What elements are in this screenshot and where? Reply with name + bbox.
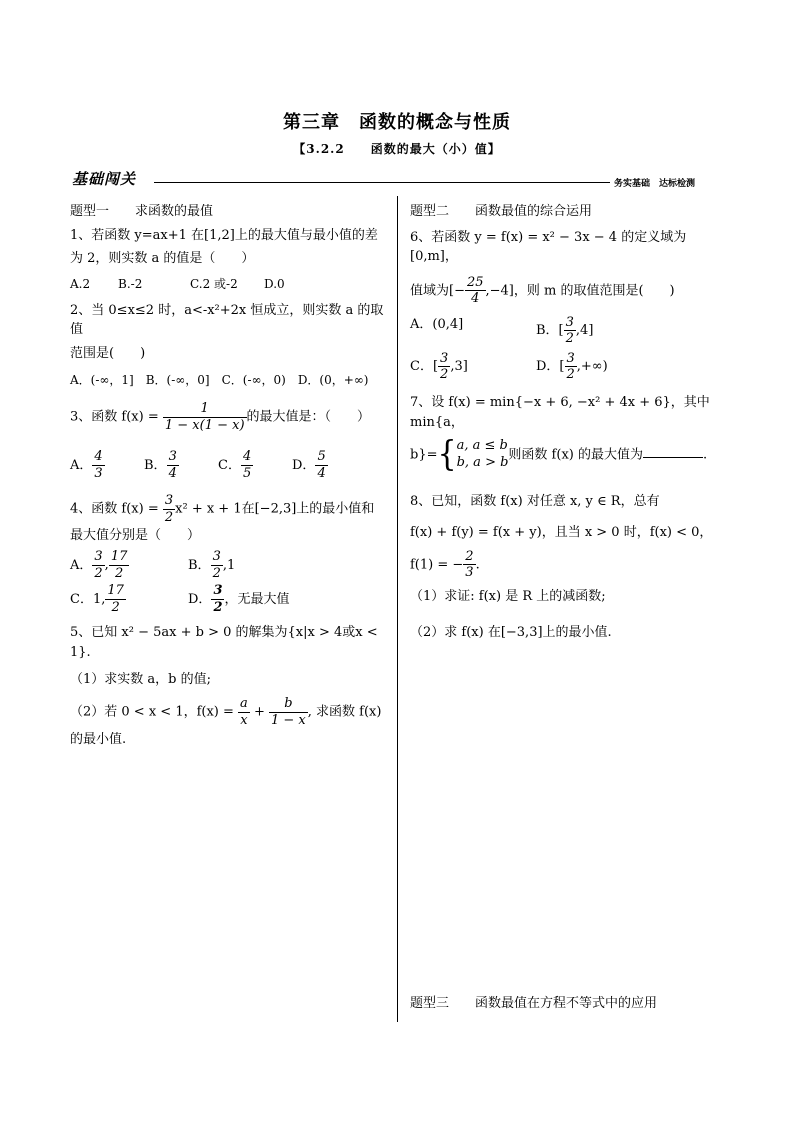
q5-part2-2: 的最小值. (70, 732, 127, 748)
q1-option-b: B.-2 (118, 276, 143, 291)
q8-part1: （1）求证: f(x) 是 R 上的减函数; (410, 589, 606, 605)
q5-part2: （2）若 0 < x < 1，f(x) = $\frac{a}{x}$ + $\frac{b}{1 - x}$ , 求函数 f(x) (70, 695, 382, 728)
q8-part2: （2）求 f(x) 在[−3,3]上的最小值. (410, 624, 612, 640)
q3-fraction: $\frac{1}{1 - x(1 - x)}$ (164, 401, 245, 433)
q2-options: A．(-∞，1] B．(-∞，0] C．(-∞，0) D．(0，+∞) (70, 373, 369, 387)
banner-label: 基础闯关 (72, 170, 137, 188)
q8-text-3: f(1) = − $\frac{2}{3}$ . (410, 548, 480, 581)
section-heading-3: 题型三 函数最值在方程不等式中的应用 (410, 996, 658, 1011)
q8-text: 8、已知，函数 f(x) 对任意 x, y ∈ R，总有 (410, 493, 660, 509)
q6-option-b: B．[ $\frac{3}{2}$ ,4] (536, 314, 594, 347)
q3-option-c: C． $\frac{4}{5}$ (218, 449, 252, 481)
q8-text-2: f(x) + f(y) = f(x + y)，且当 x > 0 时，f(x) < 0， (410, 525, 713, 541)
q4-option-a: A． $\frac{3}{2}$ , $\frac{17}{2}$ (70, 549, 128, 581)
q6-options-cd (410, 351, 730, 383)
q1-option-c: C.2 或-2 (190, 276, 238, 291)
q3-option-a: A． $\frac{4}{3}$ (70, 449, 103, 481)
banner-tagline: 务实基础 达标检测 (614, 179, 696, 189)
brace-icon: { (437, 434, 457, 475)
q3-option-d: D． $\frac{5}{4}$ (292, 449, 326, 481)
q4-text-2: 最大值分别是（ ） (70, 527, 201, 543)
q4-options-ab (70, 549, 384, 581)
q4-option-c: C．1, $\frac{17}{2}$ (70, 583, 124, 615)
q1-option-a: A.2 (70, 276, 91, 291)
q3-text: 3、函数 f(x) = $\frac{1}{1 - x(1 - x)}$ 的最大值是：（ ） (70, 401, 371, 433)
section-heading-1: 题型一 求函数的最值 (70, 204, 214, 219)
left-column (70, 202, 384, 750)
q6-option-d: D．[ $\frac{3}{2}$ ,+∞) (536, 350, 608, 383)
q1-options (70, 275, 384, 293)
q7-text-2: b}={ a, a ≤ b b, a > b 则函数 f(x) 的最大值为 . (410, 434, 708, 475)
q4-options-cd (70, 583, 384, 615)
q3-option-b: B． $\frac{3}{4}$ (144, 449, 177, 481)
q6-option-c: C．[ $\frac{3}{2}$ ,3] (410, 350, 468, 383)
q6-text: 6、若函数 y = f(x) = x² − 3x − 4 的定义域为[0,m]， (410, 229, 687, 264)
section-title: 【3.2.2 函数的最大（小）值】 (293, 142, 501, 156)
q7-text: 7、设 f(x) = min{−x + 6, −x² + 4x + 6}，其中 min{a， (410, 395, 710, 430)
right-column (410, 202, 730, 642)
q1-option-d: D.0 (264, 276, 285, 291)
q5-text: 5、已知 x² − 5ax + b > 0 的解集为{x|x > 4或x < 1}. (70, 625, 378, 660)
q2-text-2: 范围是( ) (70, 345, 146, 361)
q4-text: 4、函数 f(x) = $\frac{3}{2}$ x² + x + 1在[−2,3]上的最小值和 (70, 493, 375, 525)
section-heading-2: 题型二 函数最值的综合运用 (410, 204, 593, 219)
chapter-title: 第三章 函数的概念与性质 (283, 112, 511, 133)
q6-option-a: A．(0,4] (410, 316, 464, 332)
banner-rule (154, 182, 610, 183)
q3-options (70, 449, 384, 481)
q4-option-b: B． $\frac{3}{2}$ ,1 (188, 549, 236, 581)
column-divider (397, 196, 398, 1022)
q1-text: 1、若函数 y=ax+1 在[1,2]上的最大值与最小值的差 (70, 227, 378, 243)
q1-text-2: 为 2，则实数 a 的值是（ ） (70, 251, 255, 266)
q2-text: 2、当 0≤x≤2 时，a<-x²+2x 恒成立，则实数 a 的取值 (70, 302, 384, 337)
answer-blank (643, 445, 703, 458)
q4-option-d: D． $\frac{3}{2}$ ，无最大值 (188, 583, 290, 615)
q6-options-ab (410, 315, 730, 347)
q5-part1: （1）求实数 a，b 的值; (70, 672, 211, 688)
q6-text-2: 值域为[− $\frac{25}{4}$ ,−4]，则 m 的取值范围是( ) (410, 274, 675, 307)
